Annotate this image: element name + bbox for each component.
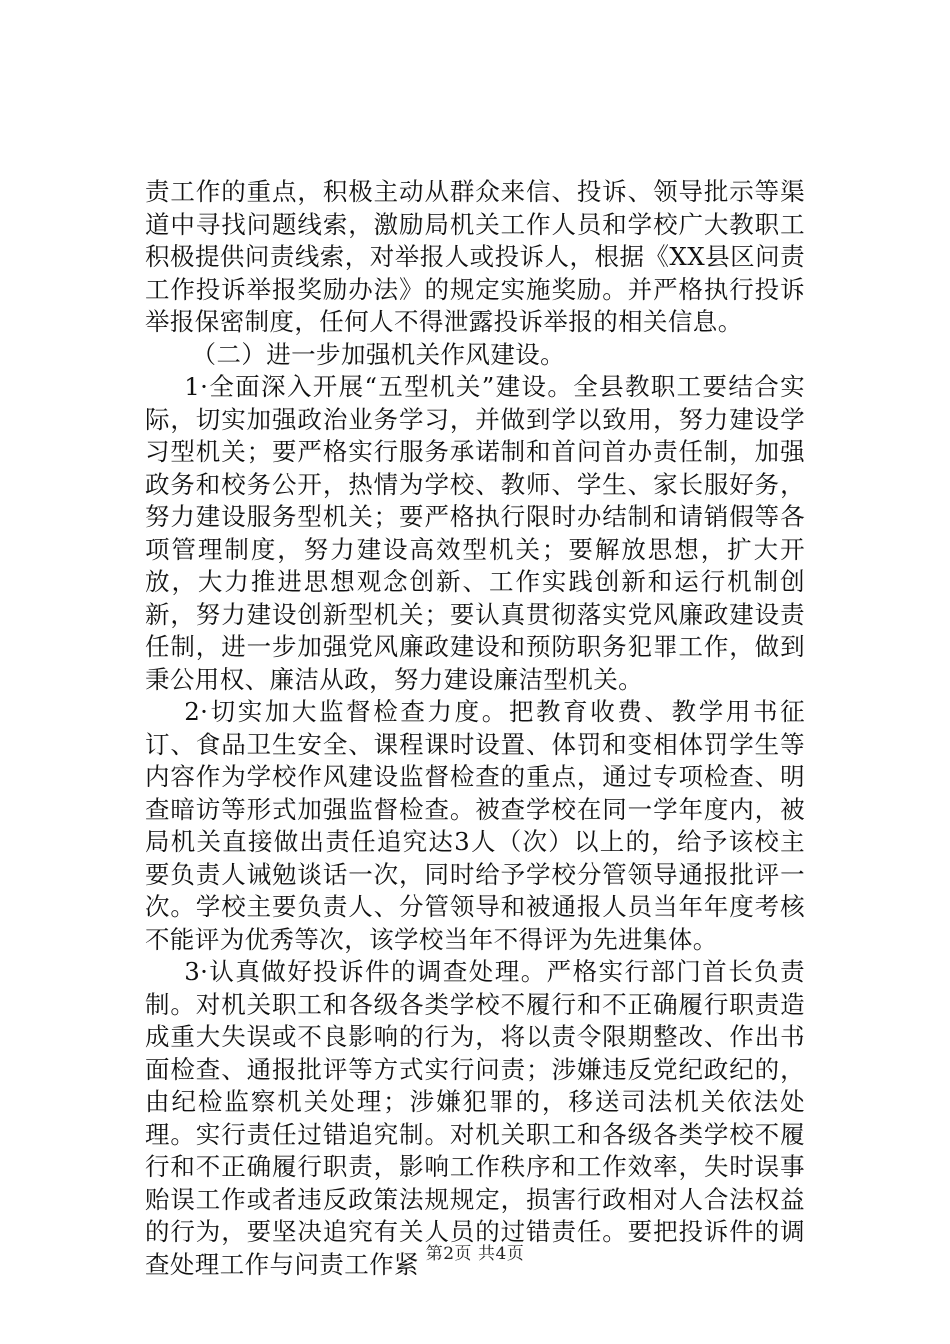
paragraph-item-1: 1·全面深入开展“五型机关”建设。全县教职工要结合实际，切实加强政治业务学习，并做到学以致用，努力建设学习型机关；要严格实行服务承诺制和首问首办责任制，加强政务和校务公开，热情为学校、教师、学生、家长服好务，努力建设服务型机关；要严格执行限时办结制和请销假等各项管理制度，努力建设高效型机关；要解放思想，扩大开放，大力推进思想观念创新、工作实践创新和运行机制创新，努力建设创新型机关；要认真贯彻落实党风廉政建设责任制，进一步加强党风廉政建设和预防职务犯罪工作，做到秉公用权、廉洁从政，努力建设廉洁型机关。 [145, 372, 805, 694]
paragraph-item-2: 2·切实加大监督检查力度。把教育收费、教学用书征订、食品卫生安全、课程课时设置、体罚和变相体罚学生等内容作为学校作风建设监督检查的重点，通过专项检查、明查暗访等形式加强监督检查。被查学校在同一学年度内，被局机关直接做出责任追究达3人（次）以上的，给予该校主要负责人诫勉谈话一次，同时给予学校分管领导通报批评一次。学校主要负责人、分管领导和被通报人员当年年度考核不能评为优秀等次，该学校当年不得评为先进集体。 [145, 697, 805, 954]
page-footer: 第2页 共4页 [425, 1244, 525, 1264]
document-body [145, 176, 805, 1281]
paragraph-continuation: 责工作的重点，积极主动从群众来信、投诉、领导批示等渠道中寻找问题线索，激励局机关工作人员和学校广大教职工积极提供问责线索，对举报人或投诉人，根据《XX县区问责工作投诉举报奖励办法》的规定实施奖励。并严格执行投诉举报保密制度，任何人不得泄露投诉举报的相关信息。 [145, 177, 805, 336]
paragraph-item-3: 3·认真做好投诉件的调查处理。严格实行部门首长负责制。对机关职工和各级各类学校不履行和不正确履行职责造成重大失误或不良影响的行为，将以责令限期整改、作出书面检查、通报批评等方式实行问责；涉嫌违反党纪政纪的，由纪检监察机关处理；涉嫌犯罪的，移送司法机关依法处理。实行责任过错追究制。对机关职工和各级各类学校不履行和不正确履行职责，影响工作秩序和工作效率，失时误事贻误工作或者违反政策法规规定，损害行政相对人合法权益的行为，要坚决追究有关人员的过错责任。要把投诉件的调查处理工作与问责工作紧 [145, 957, 805, 1279]
section-heading-2: （二）进一步加强机关作风建设。 [191, 339, 566, 369]
